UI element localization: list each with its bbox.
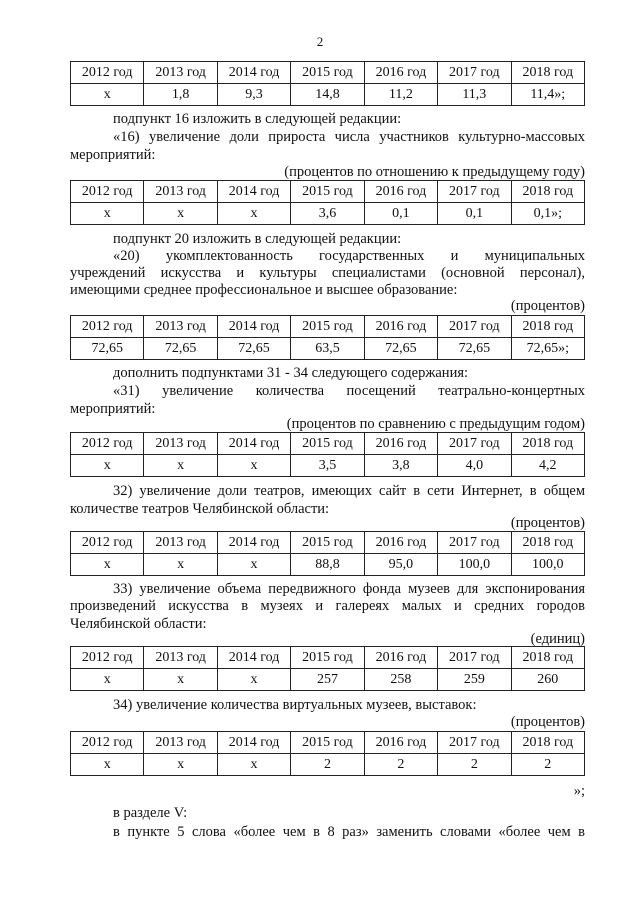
year-cell: 2012 год	[71, 532, 144, 554]
p31-unit: (процентов по сравнению с предыдущим годом)	[286, 416, 585, 432]
year-cell: 2018 год	[511, 181, 584, 203]
value-cell: х	[217, 203, 290, 225]
value-cell: х	[71, 754, 144, 776]
year-cell: 2018 год	[511, 732, 584, 754]
value-cell: 0,1»;	[511, 203, 584, 225]
page-number: 2	[316, 34, 324, 49]
year-cell: 2017 год	[438, 62, 511, 84]
p20-line2: учреждений искусства и культуры специалистами (основной персонал),	[70, 265, 585, 281]
value-cell: 257	[291, 669, 364, 691]
year-cell: 2013 год	[144, 62, 217, 84]
year-cell: 2018 год	[511, 647, 584, 669]
sec5-line2: в пункте 5 слова «более чем в 8 раз» заменить словами «более чем в	[113, 824, 585, 840]
year-header-row	[71, 433, 585, 455]
p32-line2: количестве театров Челябинской области:	[70, 501, 330, 517]
year-header-row	[71, 732, 585, 754]
value-cell: 2	[511, 754, 584, 776]
value-cell: 2	[364, 754, 437, 776]
year-cell: 2013 год	[144, 532, 217, 554]
p32-line1: 32) увеличение доли театров, имеющих сайт в сети Интернет, в общем	[113, 483, 585, 499]
year-cell: 2013 год	[144, 316, 217, 338]
value-cell: х	[144, 203, 217, 225]
year-cell: 2017 год	[438, 647, 511, 669]
year-cell: 2015 год	[291, 181, 364, 203]
year-cell: 2016 год	[364, 532, 437, 554]
value-row	[71, 455, 585, 477]
p31-line2: мероприятий:	[70, 401, 156, 417]
p33-line3: Челябинской области:	[70, 616, 207, 632]
value-cell: 63,5	[291, 338, 364, 360]
p16-line1: «16) увеличение доли прироста числа участников культурно-массовых	[113, 129, 585, 145]
p33-unit: (единиц)	[530, 631, 585, 647]
value-cell: 2	[291, 754, 364, 776]
year-cell: 2012 год	[71, 316, 144, 338]
year-cell: 2014 год	[217, 62, 290, 84]
value-row	[71, 338, 585, 360]
year-cell: 2018 год	[511, 62, 584, 84]
year-cell: 2016 год	[364, 732, 437, 754]
table-31	[70, 432, 585, 477]
value-cell: 0,1	[364, 203, 437, 225]
value-cell: 11,4»;	[511, 84, 584, 106]
p31-intro: дополнить подпунктами 31 - 34 следующего содержания:	[113, 365, 469, 381]
value-cell: х	[71, 84, 144, 106]
value-cell: х	[144, 554, 217, 576]
table-16	[70, 180, 585, 225]
value-row	[71, 754, 585, 776]
year-cell: 2015 год	[291, 532, 364, 554]
p34-line1: 34) увеличение количества виртуальных музеев, выставок:	[113, 697, 477, 713]
year-cell: 2012 год	[71, 647, 144, 669]
value-cell: 11,2	[364, 84, 437, 106]
value-cell: 72,65	[438, 338, 511, 360]
p20-line3: имеющими среднее профессиональное и высшее образование:	[70, 282, 458, 298]
value-cell: 14,8	[291, 84, 364, 106]
value-cell: 100,0	[511, 554, 584, 576]
value-cell: х	[217, 455, 290, 477]
year-cell: 2012 год	[71, 62, 144, 84]
value-cell: 11,3	[438, 84, 511, 106]
p31-line1: «31) увеличение количества посещений театрально-концертных	[113, 383, 585, 399]
value-cell: 72,65	[144, 338, 217, 360]
value-cell: 0,1	[438, 203, 511, 225]
value-cell: 3,6	[291, 203, 364, 225]
year-cell: 2016 год	[364, 433, 437, 455]
closing-quote: »;	[573, 783, 585, 799]
value-cell: 260	[511, 669, 584, 691]
year-cell: 2015 год	[291, 647, 364, 669]
year-cell: 2018 год	[511, 532, 584, 554]
p34-unit: (процентов)	[510, 714, 585, 730]
table-33	[70, 646, 585, 691]
p20-intro: подпункт 20 изложить в следующей редакции:	[113, 231, 402, 247]
year-cell: 2014 год	[217, 647, 290, 669]
year-cell: 2018 год	[511, 316, 584, 338]
year-cell: 2016 год	[364, 181, 437, 203]
year-cell: 2015 год	[291, 62, 364, 84]
year-header-row	[71, 532, 585, 554]
table-20	[70, 315, 585, 360]
value-row	[71, 669, 585, 691]
year-cell: 2015 год	[291, 732, 364, 754]
value-cell: 95,0	[364, 554, 437, 576]
value-cell: х	[217, 754, 290, 776]
value-cell: 4,0	[438, 455, 511, 477]
p33-line1: 33) увеличение объема передвижного фонда музеев для экспонирования	[113, 581, 585, 597]
value-cell: 100,0	[438, 554, 511, 576]
year-cell: 2013 год	[144, 732, 217, 754]
value-cell: х	[71, 455, 144, 477]
p20-line1: «20) укомплектованность государственных и муниципальных	[113, 248, 585, 264]
value-cell: 3,8	[364, 455, 437, 477]
value-cell: х	[144, 669, 217, 691]
table-34	[70, 731, 585, 776]
table-1	[70, 61, 585, 106]
value-cell: 72,65	[217, 338, 290, 360]
year-cell: 2013 год	[144, 647, 217, 669]
year-cell: 2017 год	[438, 316, 511, 338]
year-cell: 2014 год	[217, 181, 290, 203]
value-cell: 2	[438, 754, 511, 776]
value-cell: х	[217, 669, 290, 691]
year-cell: 2014 год	[217, 433, 290, 455]
value-cell: 4,2	[511, 455, 584, 477]
value-cell: х	[217, 554, 290, 576]
table-32	[70, 531, 585, 576]
year-header-row	[71, 62, 585, 84]
year-cell: 2014 год	[217, 532, 290, 554]
year-cell: 2017 год	[438, 532, 511, 554]
value-cell: х	[71, 203, 144, 225]
year-cell: 2012 год	[71, 732, 144, 754]
year-cell: 2016 год	[364, 647, 437, 669]
value-cell: х	[144, 754, 217, 776]
year-cell: 2015 год	[291, 316, 364, 338]
value-cell: 258	[364, 669, 437, 691]
year-cell: 2015 год	[291, 433, 364, 455]
year-cell: 2017 год	[438, 181, 511, 203]
value-cell: 1,8	[144, 84, 217, 106]
p20-unit: (процентов)	[510, 298, 585, 314]
p16-unit: (процентов по отношению к предыдущему году)	[284, 164, 585, 180]
value-cell: 88,8	[291, 554, 364, 576]
value-cell: х	[71, 669, 144, 691]
value-cell: 72,65	[364, 338, 437, 360]
year-cell: 2016 год	[364, 316, 437, 338]
year-cell: 2014 год	[217, 316, 290, 338]
p32-unit: (процентов)	[510, 515, 585, 531]
year-cell: 2018 год	[511, 433, 584, 455]
year-cell: 2017 год	[438, 732, 511, 754]
year-cell: 2013 год	[144, 433, 217, 455]
year-cell: 2017 год	[438, 433, 511, 455]
value-cell: 9,3	[217, 84, 290, 106]
value-cell: 3,5	[291, 455, 364, 477]
p16-intro: подпункт 16 изложить в следующей редакции:	[113, 111, 402, 127]
value-cell: 72,65	[71, 338, 144, 360]
year-cell: 2012 год	[71, 433, 144, 455]
year-cell: 2012 год	[71, 181, 144, 203]
p33-line2: произведений искусства в музеях и галереях малых и средних городов	[70, 598, 585, 614]
sec5-line1: в разделе V:	[113, 805, 188, 821]
year-header-row	[71, 181, 585, 203]
value-row	[71, 554, 585, 576]
year-header-row	[71, 647, 585, 669]
year-cell: 2013 год	[144, 181, 217, 203]
year-header-row	[71, 316, 585, 338]
value-cell: 259	[438, 669, 511, 691]
value-cell: х	[71, 554, 144, 576]
value-cell: 72,65»;	[511, 338, 584, 360]
value-cell: х	[144, 455, 217, 477]
value-row	[71, 203, 585, 225]
year-cell: 2016 год	[364, 62, 437, 84]
year-cell: 2014 год	[217, 732, 290, 754]
p16-line2: мероприятий:	[70, 147, 156, 163]
value-row	[71, 84, 585, 106]
